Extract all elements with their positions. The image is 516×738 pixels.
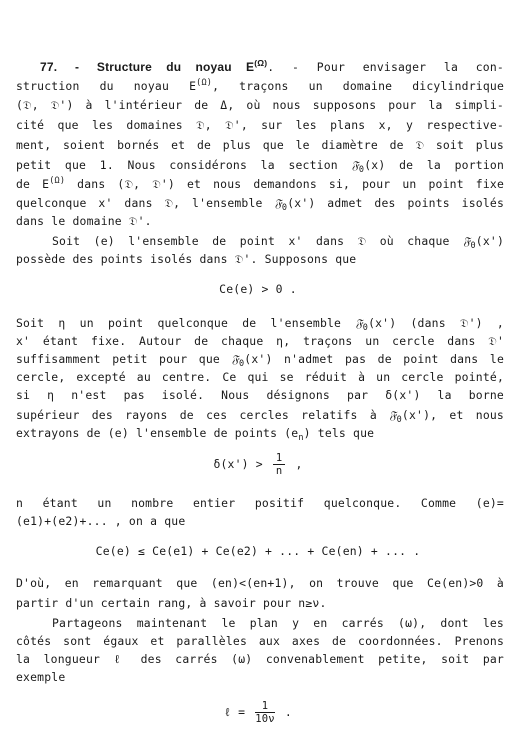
line-2 bbox=[16, 78, 504, 93]
line-13: x' étant fixe. Autour de chaque η, traçons un cercle dans 𝔇' bbox=[16, 334, 504, 348]
line-text: . - Pour envisager la con- bbox=[267, 60, 504, 74]
line-11: possède des points isolés dans 𝔇'. Supposons que bbox=[16, 252, 357, 266]
line-16: si η n'est pas isolé. Nous désignons par δ(x') la borne bbox=[16, 388, 504, 402]
line-text: , traçons un domaine dicylindrique bbox=[212, 79, 504, 93]
equation-tail: . bbox=[284, 705, 292, 719]
equation-lhs: ℓ = bbox=[224, 705, 246, 719]
section-dash: - bbox=[75, 60, 80, 74]
line-15: cercle, excepté au centre. Ce qui se réduit à un cercle pointé, bbox=[16, 370, 504, 384]
superscript: (Ω) bbox=[196, 78, 213, 88]
line-24: côtés sont égaux et parallèles aux axes de coordonnées. Prenons bbox=[16, 634, 504, 648]
line-text: extrayons de (e) l'ensemble de points (e bbox=[16, 426, 299, 440]
fraction bbox=[255, 700, 275, 725]
subscript: 0 bbox=[362, 323, 369, 333]
section-symbol: 𝔉 bbox=[389, 408, 397, 422]
line-text: supérieur des rayons de ces cercles relatifs à bbox=[16, 408, 390, 422]
equation-4 bbox=[0, 700, 516, 725]
line-23: Partageons maintenant le plan y en carrés (ω), dont les bbox=[52, 616, 504, 630]
line-text: (x'), et nous bbox=[401, 408, 504, 422]
fraction-numerator: 1 bbox=[255, 700, 275, 713]
line-text: Soit (e) l'ensemble de point x' dans 𝔇 où chaque bbox=[52, 234, 464, 248]
equation-1: Ce(e) > 0 . bbox=[219, 282, 297, 296]
line-text: Soit η un point quelconque de l'ensemble bbox=[16, 316, 356, 330]
line-text: (x') n'admet pas de point dans le bbox=[244, 352, 504, 366]
line-7 bbox=[16, 176, 504, 192]
section-symbol: 𝔉 bbox=[355, 316, 363, 330]
line-25: la longueur ℓ des carrés (ω) convenablement petite, soit par bbox=[16, 652, 504, 666]
line-text: struction du noyau E bbox=[16, 79, 197, 93]
line-18 bbox=[16, 426, 504, 443]
line-12 bbox=[16, 316, 504, 333]
line-22: partir d'un certain rang, à savoir pour n≥ν. bbox=[16, 596, 327, 610]
section-symbol: 𝔉 bbox=[274, 196, 282, 210]
line-text: (x) de la portion bbox=[364, 158, 504, 172]
section-title: Structure du noyau E bbox=[96, 60, 255, 74]
line-text: (x') bbox=[475, 234, 504, 248]
line-10 bbox=[52, 234, 504, 251]
line-9: dans le domaine 𝔇'. bbox=[16, 214, 152, 228]
fraction bbox=[273, 452, 286, 477]
line-text: (x') admet des points isolés bbox=[287, 196, 504, 210]
subscript: 0 bbox=[470, 241, 476, 251]
line-text: dans (𝔇, 𝔇') et nous demandons si, pour un point fixe bbox=[65, 177, 504, 191]
line-3: (𝔇, 𝔇') à l'intérieur de Δ, où nous supposons pour la simpli- bbox=[16, 98, 504, 112]
equation-tail: , bbox=[295, 457, 303, 471]
section-symbol: 𝔉 bbox=[231, 352, 239, 366]
line-19: n étant un nombre entier positif quelconque. Comme (e)= bbox=[16, 496, 504, 510]
subscript: 0 bbox=[238, 359, 245, 369]
line-14 bbox=[16, 352, 504, 369]
superscript: (Ω) bbox=[49, 176, 66, 186]
line-4: cité que les domaines 𝔇, 𝔇', sur les plans x, y respective- bbox=[16, 118, 504, 132]
title-superscript: (Ω) bbox=[254, 58, 268, 68]
line-17 bbox=[16, 408, 504, 425]
equation-3: Ce(e) ≤ Ce(e1) + Ce(e2) + ... + Ce(en) + ... . bbox=[95, 544, 421, 558]
subscript: n bbox=[298, 433, 304, 443]
section-number: 77. bbox=[40, 60, 58, 74]
line-text: ) tels que bbox=[303, 426, 375, 440]
section-heading-line bbox=[16, 58, 504, 74]
line-21: D'où, en remarquant que (en)<(en+1), on trouve que Ce(en)>0 à bbox=[16, 576, 504, 590]
fraction-numerator: 1 bbox=[273, 452, 286, 465]
equation-2 bbox=[0, 452, 516, 477]
line-26: exemple bbox=[16, 670, 66, 684]
fraction-denominator: 10ν bbox=[255, 713, 275, 725]
line-8 bbox=[16, 196, 504, 213]
section-symbol: 𝔉 bbox=[463, 234, 471, 248]
line-text: petit que 1. Nous considérons la section bbox=[16, 158, 352, 172]
subscript: 0 bbox=[358, 165, 365, 175]
subscript: 0 bbox=[281, 203, 288, 213]
line-text: de E bbox=[16, 177, 50, 191]
equation-lhs: δ(x') > bbox=[213, 457, 263, 471]
subscript: 0 bbox=[396, 415, 402, 425]
line-text: (x') (dans 𝔇') , bbox=[368, 316, 504, 330]
line-text: quelconque x' dans 𝔇, l'ensemble bbox=[16, 196, 275, 210]
line-6 bbox=[16, 158, 504, 175]
line-5: ment, soient bornés et de plus que le diamètre de 𝔇 soit plus bbox=[16, 138, 504, 152]
line-text: suffisamment petit pour que bbox=[16, 352, 232, 366]
fraction-denominator: n bbox=[275, 465, 283, 477]
section-symbol: 𝔉 bbox=[351, 158, 359, 172]
line-20: (e1)+(e2)+... , on a que bbox=[16, 514, 186, 528]
